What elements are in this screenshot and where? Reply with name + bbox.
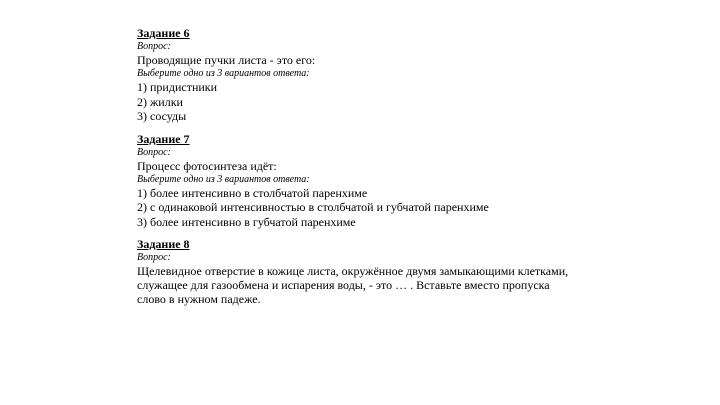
question-text: Проводящие пучки листа - это его: [137, 53, 316, 67]
answer-option[interactable]: 3) более интенсивно в губчатой паренхиме [137, 214, 356, 229]
task-title: Задание 7 [137, 131, 190, 146]
task-6 [137, 26, 577, 124]
question-label: Вопрос: [137, 41, 171, 52]
document-page [137, 26, 577, 315]
answer-option[interactable]: 2) с одинаковой интенсивностью в столбчатой и губчатой паренхиме [137, 200, 489, 214]
answer-option[interactable]: 2) жилки [137, 94, 183, 109]
answer-option[interactable]: 1) более интенсивно в столбчатой паренхиме [137, 185, 368, 200]
question-text: Процесс фотосинтеза идёт: [137, 158, 277, 173]
question-label: Вопрос: [137, 252, 171, 263]
task-7 [137, 132, 577, 230]
answer-option[interactable]: 1) придистники [137, 80, 218, 94]
task-title: Задание 6 [137, 26, 190, 40]
question-text: Щелевидное отверстие в кожице листа, окружённое двумя замыкающими клетками, служащее для газообмена и испарения воды, - это … . Вставьте вместо пропуска слово в нужном падеже. [137, 264, 569, 307]
task-8 [137, 237, 577, 307]
task-title: Задание 8 [137, 237, 190, 251]
question-label: Вопрос: [137, 146, 171, 158]
answer-instruction: Выберите одно из 3 вариантов ответа: [137, 68, 310, 79]
answer-option[interactable]: 3) сосуды [137, 109, 187, 123]
answer-instruction: Выберите одно из 3 вариантов ответа: [137, 173, 310, 185]
